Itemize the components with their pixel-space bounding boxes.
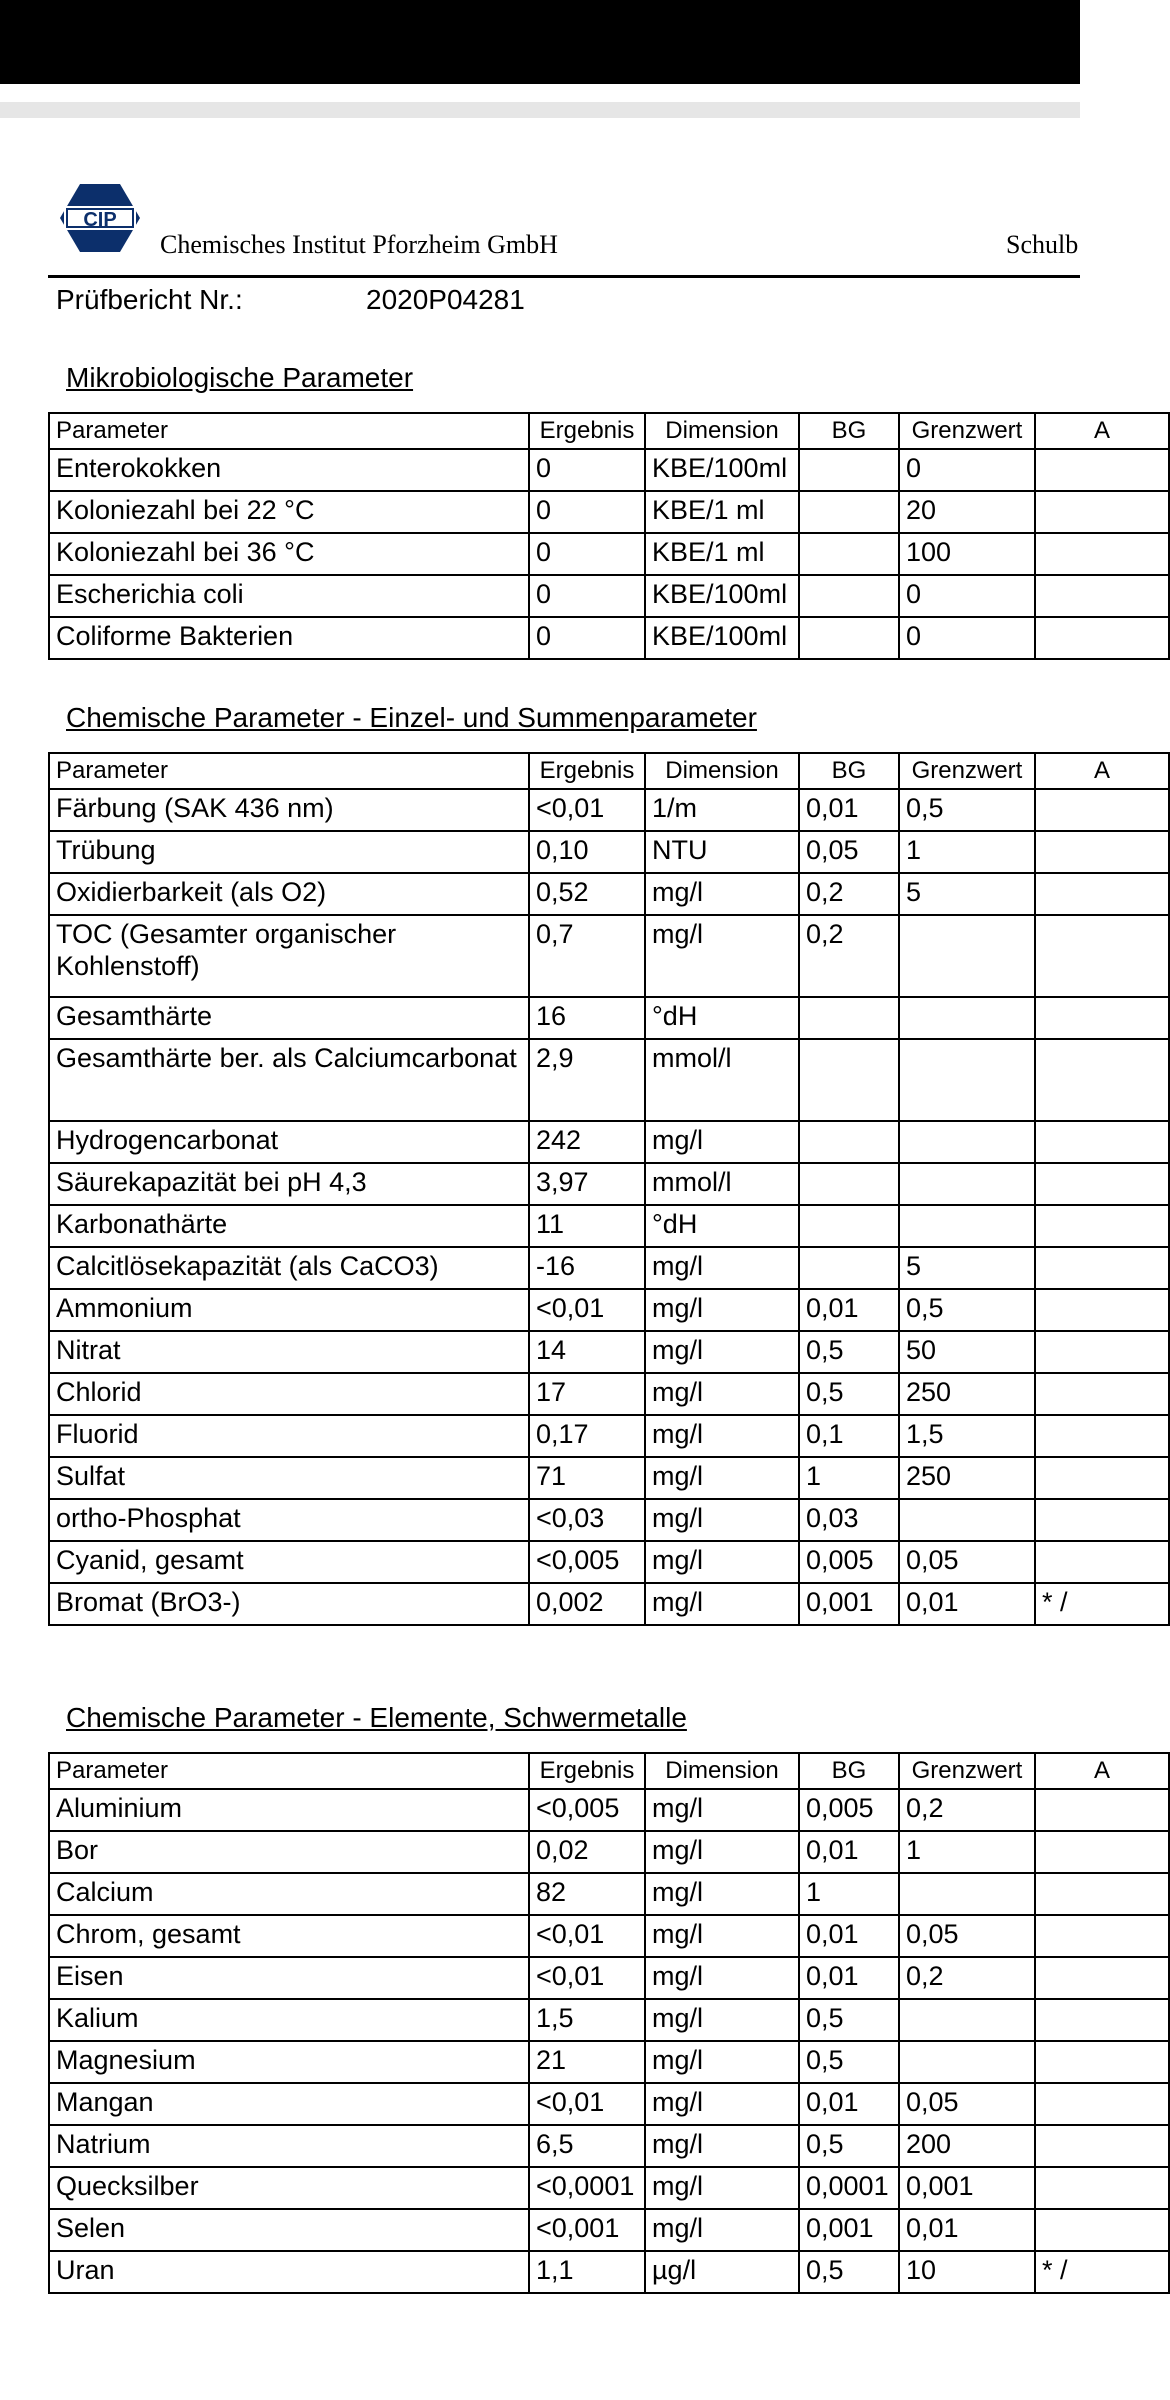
grenzwert-cell	[899, 1999, 1035, 2041]
a-cell	[1035, 2125, 1169, 2167]
a-cell	[1035, 2209, 1169, 2251]
grenzwert-cell	[899, 1121, 1035, 1163]
header-grenzwert: Grenzwert	[899, 413, 1035, 449]
bg-cell: 0,005	[799, 1789, 899, 1831]
table-row	[49, 2041, 1169, 2083]
ergebnis-cell: 1,1	[529, 2251, 645, 2293]
grenzwert-cell: 100	[899, 533, 1035, 575]
parameter-cell: Calcium	[49, 1873, 529, 1915]
a-cell	[1035, 2167, 1169, 2209]
grenzwert-cell: 5	[899, 873, 1035, 915]
table-row	[49, 1873, 1169, 1915]
dimension-cell: °dH	[645, 997, 799, 1039]
dimension-cell: mg/l	[645, 1583, 799, 1625]
a-cell	[1035, 1373, 1169, 1415]
table-row	[49, 1163, 1169, 1205]
bg-cell: 0,001	[799, 2209, 899, 2251]
ergebnis-cell: <0,01	[529, 1915, 645, 1957]
grenzwert-cell: 1	[899, 831, 1035, 873]
parameter-cell: Ammonium	[49, 1289, 529, 1331]
table-row	[49, 1039, 1169, 1121]
dimension-cell: °dH	[645, 1205, 799, 1247]
bg-cell: 0,03	[799, 1499, 899, 1541]
table-row	[49, 1957, 1169, 1999]
ergebnis-cell: <0,0001	[529, 2167, 645, 2209]
table-row	[49, 1583, 1169, 1625]
parameter-cell: Nitrat	[49, 1331, 529, 1373]
parameter-cell: Natrium	[49, 2125, 529, 2167]
toolbar-strip	[0, 102, 1080, 118]
table-row	[49, 2083, 1169, 2125]
table-row	[49, 491, 1169, 533]
a-cell	[1035, 617, 1169, 659]
header-bg: BG	[799, 1753, 899, 1789]
bg-cell: 1	[799, 1457, 899, 1499]
header-ergebnis: Ergebnis	[529, 1753, 645, 1789]
parameter-cell: Säurekapazität bei pH 4,3	[49, 1163, 529, 1205]
a-cell	[1035, 1289, 1169, 1331]
a-cell	[1035, 1831, 1169, 1873]
grenzwert-cell	[899, 1499, 1035, 1541]
a-cell	[1035, 2083, 1169, 2125]
table-row	[49, 575, 1169, 617]
header-dimension: Dimension	[645, 1753, 799, 1789]
grenzwert-cell	[899, 1873, 1035, 1915]
bg-cell	[799, 1205, 899, 1247]
a-cell	[1035, 1415, 1169, 1457]
grenzwert-cell	[899, 997, 1035, 1039]
section-title: Chemische Parameter - Einzel- und Summenparameter	[66, 702, 757, 733]
a-cell	[1035, 575, 1169, 617]
table-row	[49, 2125, 1169, 2167]
a-cell	[1035, 1789, 1169, 1831]
table-row	[49, 1541, 1169, 1583]
a-cell	[1035, 997, 1169, 1039]
grenzwert-cell	[899, 915, 1035, 997]
dimension-cell: mg/l	[645, 1121, 799, 1163]
header-right-text: Schulb	[1006, 230, 1079, 259]
a-cell	[1035, 1957, 1169, 1999]
dimension-cell: mg/l	[645, 1457, 799, 1499]
grenzwert-cell: 0,05	[899, 2083, 1035, 2125]
grenzwert-cell: 0	[899, 449, 1035, 491]
grenzwert-cell	[899, 2041, 1035, 2083]
dimension-cell: mg/l	[645, 2209, 799, 2251]
ergebnis-cell: 0	[529, 617, 645, 659]
grenzwert-cell: 20	[899, 491, 1035, 533]
dimension-cell: KBE/100ml	[645, 617, 799, 659]
ergebnis-cell: 21	[529, 2041, 645, 2083]
grenzwert-cell: 0	[899, 617, 1035, 659]
report-number: 2020P04281	[366, 284, 525, 315]
status-bar	[0, 0, 1080, 84]
ergebnis-cell: <0,01	[529, 1289, 645, 1331]
dimension-cell: mg/l	[645, 1915, 799, 1957]
parameter-cell: Bor	[49, 1831, 529, 1873]
bg-cell	[799, 1121, 899, 1163]
company-name: Chemisches Institut Pforzheim GmbH	[160, 230, 558, 259]
parameter-table	[48, 752, 1170, 1626]
bg-cell: 0,1	[799, 1415, 899, 1457]
dimension-cell: 1/m	[645, 789, 799, 831]
bg-cell	[799, 533, 899, 575]
ergebnis-cell: 3,97	[529, 1163, 645, 1205]
cip-logo	[58, 182, 142, 254]
header-a: A	[1035, 753, 1169, 789]
table-row	[49, 789, 1169, 831]
dimension-cell: mg/l	[645, 2167, 799, 2209]
dimension-cell: mg/l	[645, 1499, 799, 1541]
bg-cell	[799, 1163, 899, 1205]
parameter-cell: Kalium	[49, 1999, 529, 2041]
table-row	[49, 1499, 1169, 1541]
ergebnis-cell: 0,10	[529, 831, 645, 873]
grenzwert-cell: 0,5	[899, 789, 1035, 831]
bg-cell: 0,5	[799, 1373, 899, 1415]
a-cell	[1035, 873, 1169, 915]
grenzwert-cell: 0,5	[899, 1289, 1035, 1331]
bg-cell: 0,001	[799, 1583, 899, 1625]
a-cell	[1035, 831, 1169, 873]
ergebnis-cell: 0,002	[529, 1583, 645, 1625]
dimension-cell: KBE/100ml	[645, 449, 799, 491]
table-header-row	[49, 413, 1169, 449]
document-page[interactable]	[0, 118, 1110, 2400]
parameter-cell: Eisen	[49, 1957, 529, 1999]
table-row	[49, 2251, 1169, 2293]
parameter-cell: Chrom, gesamt	[49, 1915, 529, 1957]
ergebnis-cell: 0,52	[529, 873, 645, 915]
bg-cell: 0,01	[799, 2083, 899, 2125]
ergebnis-cell: 1,5	[529, 1999, 645, 2041]
ergebnis-cell: <0,01	[529, 789, 645, 831]
a-cell	[1035, 1541, 1169, 1583]
a-cell	[1035, 1999, 1169, 2041]
grenzwert-cell: 0,001	[899, 2167, 1035, 2209]
grenzwert-cell: 50	[899, 1331, 1035, 1373]
grenzwert-cell	[899, 1039, 1035, 1121]
dimension-cell: mmol/l	[645, 1039, 799, 1121]
grenzwert-cell: 10	[899, 2251, 1035, 2293]
parameter-cell: Calcitlösekapazität (als CaCO3)	[49, 1247, 529, 1289]
dimension-cell: mg/l	[645, 1831, 799, 1873]
dimension-cell: mg/l	[645, 1541, 799, 1583]
grenzwert-cell: 1	[899, 1831, 1035, 1873]
bg-cell	[799, 617, 899, 659]
grenzwert-cell: 250	[899, 1457, 1035, 1499]
section-title: Chemische Parameter - Elemente, Schwermetalle	[66, 1702, 687, 1733]
parameter-cell: Aluminium	[49, 1789, 529, 1831]
bg-cell	[799, 491, 899, 533]
parameter-cell: Karbonathärte	[49, 1205, 529, 1247]
dimension-cell: KBE/1 ml	[645, 533, 799, 575]
dimension-cell: mg/l	[645, 2041, 799, 2083]
parameter-cell: ortho-Phosphat	[49, 1499, 529, 1541]
header-parameter: Parameter	[49, 1753, 529, 1789]
bg-cell: 1	[799, 1873, 899, 1915]
a-cell	[1035, 1163, 1169, 1205]
parameter-cell: Oxidierbarkeit (als O2)	[49, 873, 529, 915]
table-row	[49, 617, 1169, 659]
ergebnis-cell: <0,005	[529, 1789, 645, 1831]
a-cell	[1035, 1331, 1169, 1373]
table-row	[49, 1121, 1169, 1163]
dimension-cell: mg/l	[645, 1999, 799, 2041]
bg-cell: 0,5	[799, 2125, 899, 2167]
parameter-cell: Quecksilber	[49, 2167, 529, 2209]
dimension-cell: mg/l	[645, 1247, 799, 1289]
table-row	[49, 873, 1169, 915]
dimension-cell: mg/l	[645, 1415, 799, 1457]
bg-cell: 0,2	[799, 915, 899, 997]
bg-cell	[799, 575, 899, 617]
grenzwert-cell: 200	[899, 2125, 1035, 2167]
grenzwert-cell: 5	[899, 1247, 1035, 1289]
a-cell: * /	[1035, 1583, 1169, 1625]
table-row	[49, 915, 1169, 997]
section-title: Mikrobiologische Parameter	[66, 362, 414, 393]
parameter-cell: Färbung (SAK 436 nm)	[49, 789, 529, 831]
ergebnis-cell: 242	[529, 1121, 645, 1163]
grenzwert-cell: 1,5	[899, 1415, 1035, 1457]
dimension-cell: mmol/l	[645, 1163, 799, 1205]
ergebnis-cell: 0	[529, 533, 645, 575]
parameter-cell: Selen	[49, 2209, 529, 2251]
ergebnis-cell: 2,9	[529, 1039, 645, 1121]
bg-cell: 0,01	[799, 1957, 899, 1999]
ergebnis-cell: <0,005	[529, 1541, 645, 1583]
dimension-cell: mg/l	[645, 1373, 799, 1415]
a-cell	[1035, 789, 1169, 831]
dimension-cell: mg/l	[645, 873, 799, 915]
parameter-cell: Trübung	[49, 831, 529, 873]
dimension-cell: mg/l	[645, 1789, 799, 1831]
dimension-cell: mg/l	[645, 1289, 799, 1331]
grenzwert-cell: 0,2	[899, 1957, 1035, 1999]
grenzwert-cell: 0,01	[899, 2209, 1035, 2251]
ergebnis-cell: <0,03	[529, 1499, 645, 1541]
bg-cell: 0,005	[799, 1541, 899, 1583]
ergebnis-cell: 71	[529, 1457, 645, 1499]
header-dimension: Dimension	[645, 413, 799, 449]
header-parameter: Parameter	[49, 413, 529, 449]
dimension-cell: NTU	[645, 831, 799, 873]
report-label: Prüfbericht Nr.:	[56, 284, 243, 315]
ergebnis-cell: 14	[529, 1331, 645, 1373]
bg-cell: 0,0001	[799, 2167, 899, 2209]
ergebnis-cell: 11	[529, 1205, 645, 1247]
table-row	[49, 1457, 1169, 1499]
table-row	[49, 449, 1169, 491]
ergebnis-cell: 82	[529, 1873, 645, 1915]
grenzwert-cell: 0,05	[899, 1915, 1035, 1957]
parameter-cell: Gesamthärte ber. als Calciumcarbonat	[49, 1039, 529, 1121]
header-ergebnis: Ergebnis	[529, 753, 645, 789]
ergebnis-cell: <0,001	[529, 2209, 645, 2251]
bg-cell: 0,05	[799, 831, 899, 873]
a-cell	[1035, 491, 1169, 533]
parameter-cell: Fluorid	[49, 1415, 529, 1457]
a-cell	[1035, 533, 1169, 575]
table-header-row	[49, 1753, 1169, 1789]
dimension-cell: mg/l	[645, 2125, 799, 2167]
grenzwert-cell	[899, 1205, 1035, 1247]
table-row	[49, 1331, 1169, 1373]
a-cell	[1035, 449, 1169, 491]
ergebnis-cell: <0,01	[529, 1957, 645, 1999]
table-row	[49, 1789, 1169, 1831]
grenzwert-cell: 0,2	[899, 1789, 1035, 1831]
dimension-cell: KBE/100ml	[645, 575, 799, 617]
ergebnis-cell: 0,02	[529, 1831, 645, 1873]
table-row	[49, 1999, 1169, 2041]
header-a: A	[1035, 1753, 1169, 1789]
dimension-cell: mg/l	[645, 1957, 799, 1999]
a-cell	[1035, 1915, 1169, 1957]
parameter-table	[48, 1752, 1170, 2294]
table-row	[49, 1247, 1169, 1289]
table-row	[49, 997, 1169, 1039]
parameter-cell: Bromat (BrO3-)	[49, 1583, 529, 1625]
ergebnis-cell: 17	[529, 1373, 645, 1415]
bg-cell: 0,5	[799, 2041, 899, 2083]
ergebnis-cell: -16	[529, 1247, 645, 1289]
table-header-row	[49, 753, 1169, 789]
parameter-cell: Mangan	[49, 2083, 529, 2125]
bg-cell	[799, 997, 899, 1039]
a-cell	[1035, 1499, 1169, 1541]
parameter-cell: Escherichia coli	[49, 575, 529, 617]
parameter-cell: Cyanid, gesamt	[49, 1541, 529, 1583]
header-parameter: Parameter	[49, 753, 529, 789]
grenzwert-cell: 0,01	[899, 1583, 1035, 1625]
table-row	[49, 1415, 1169, 1457]
a-cell	[1035, 1121, 1169, 1163]
parameter-cell: TOC (Gesamter organischer Kohlenstoff)	[49, 915, 529, 997]
dimension-cell: mg/l	[645, 2083, 799, 2125]
a-cell	[1035, 915, 1169, 997]
parameter-cell: Chlorid	[49, 1373, 529, 1415]
a-cell	[1035, 1457, 1169, 1499]
ergebnis-cell: 16	[529, 997, 645, 1039]
header-rule	[48, 275, 1080, 278]
a-cell	[1035, 2041, 1169, 2083]
parameter-cell: Magnesium	[49, 2041, 529, 2083]
ergebnis-cell: 0,17	[529, 1415, 645, 1457]
bg-cell: 0,01	[799, 789, 899, 831]
table-row	[49, 1205, 1169, 1247]
bg-cell	[799, 1247, 899, 1289]
ergebnis-cell: 0,7	[529, 915, 645, 997]
dimension-cell: KBE/1 ml	[645, 491, 799, 533]
header-grenzwert: Grenzwert	[899, 1753, 1035, 1789]
logo-text: CIP	[83, 209, 117, 231]
header-dimension: Dimension	[645, 753, 799, 789]
parameter-cell: Uran	[49, 2251, 529, 2293]
table-row	[49, 831, 1169, 873]
a-cell	[1035, 1205, 1169, 1247]
parameter-cell: Enterokokken	[49, 449, 529, 491]
ergebnis-cell: 0	[529, 575, 645, 617]
bg-cell: 0,5	[799, 1331, 899, 1373]
bg-cell	[799, 449, 899, 491]
bg-cell: 0,2	[799, 873, 899, 915]
table-row	[49, 1373, 1169, 1415]
parameter-cell: Gesamthärte	[49, 997, 529, 1039]
parameter-table	[48, 412, 1170, 660]
header-ergebnis: Ergebnis	[529, 413, 645, 449]
parameter-cell: Koloniezahl bei 22 °C	[49, 491, 529, 533]
bg-cell	[799, 1039, 899, 1121]
ergebnis-cell: 0	[529, 491, 645, 533]
header-grenzwert: Grenzwert	[899, 753, 1035, 789]
a-cell	[1035, 1039, 1169, 1121]
table-row	[49, 2209, 1169, 2251]
table-row	[49, 1289, 1169, 1331]
parameter-cell: Sulfat	[49, 1457, 529, 1499]
table-row	[49, 1831, 1169, 1873]
bg-cell: 0,5	[799, 2251, 899, 2293]
grenzwert-cell: 0	[899, 575, 1035, 617]
ergebnis-cell: 6,5	[529, 2125, 645, 2167]
a-cell: * /	[1035, 2251, 1169, 2293]
grenzwert-cell: 0,05	[899, 1541, 1035, 1583]
header-bg: BG	[799, 413, 899, 449]
header-a: A	[1035, 413, 1169, 449]
ergebnis-cell: <0,01	[529, 2083, 645, 2125]
dimension-cell: mg/l	[645, 1331, 799, 1373]
a-cell	[1035, 1873, 1169, 1915]
dimension-cell: mg/l	[645, 915, 799, 997]
bg-cell: 0,5	[799, 1999, 899, 2041]
header-bg: BG	[799, 753, 899, 789]
a-cell	[1035, 1247, 1169, 1289]
dimension-cell: µg/l	[645, 2251, 799, 2293]
table-row	[49, 1915, 1169, 1957]
bg-cell: 0,01	[799, 1289, 899, 1331]
table-row	[49, 2167, 1169, 2209]
grenzwert-cell	[899, 1163, 1035, 1205]
parameter-cell: Hydrogencarbonat	[49, 1121, 529, 1163]
dimension-cell: mg/l	[645, 1873, 799, 1915]
parameter-cell: Koloniezahl bei 36 °C	[49, 533, 529, 575]
parameter-cell: Coliforme Bakterien	[49, 617, 529, 659]
bg-cell: 0,01	[799, 1915, 899, 1957]
grenzwert-cell: 250	[899, 1373, 1035, 1415]
bg-cell: 0,01	[799, 1831, 899, 1873]
table-row	[49, 533, 1169, 575]
ergebnis-cell: 0	[529, 449, 645, 491]
